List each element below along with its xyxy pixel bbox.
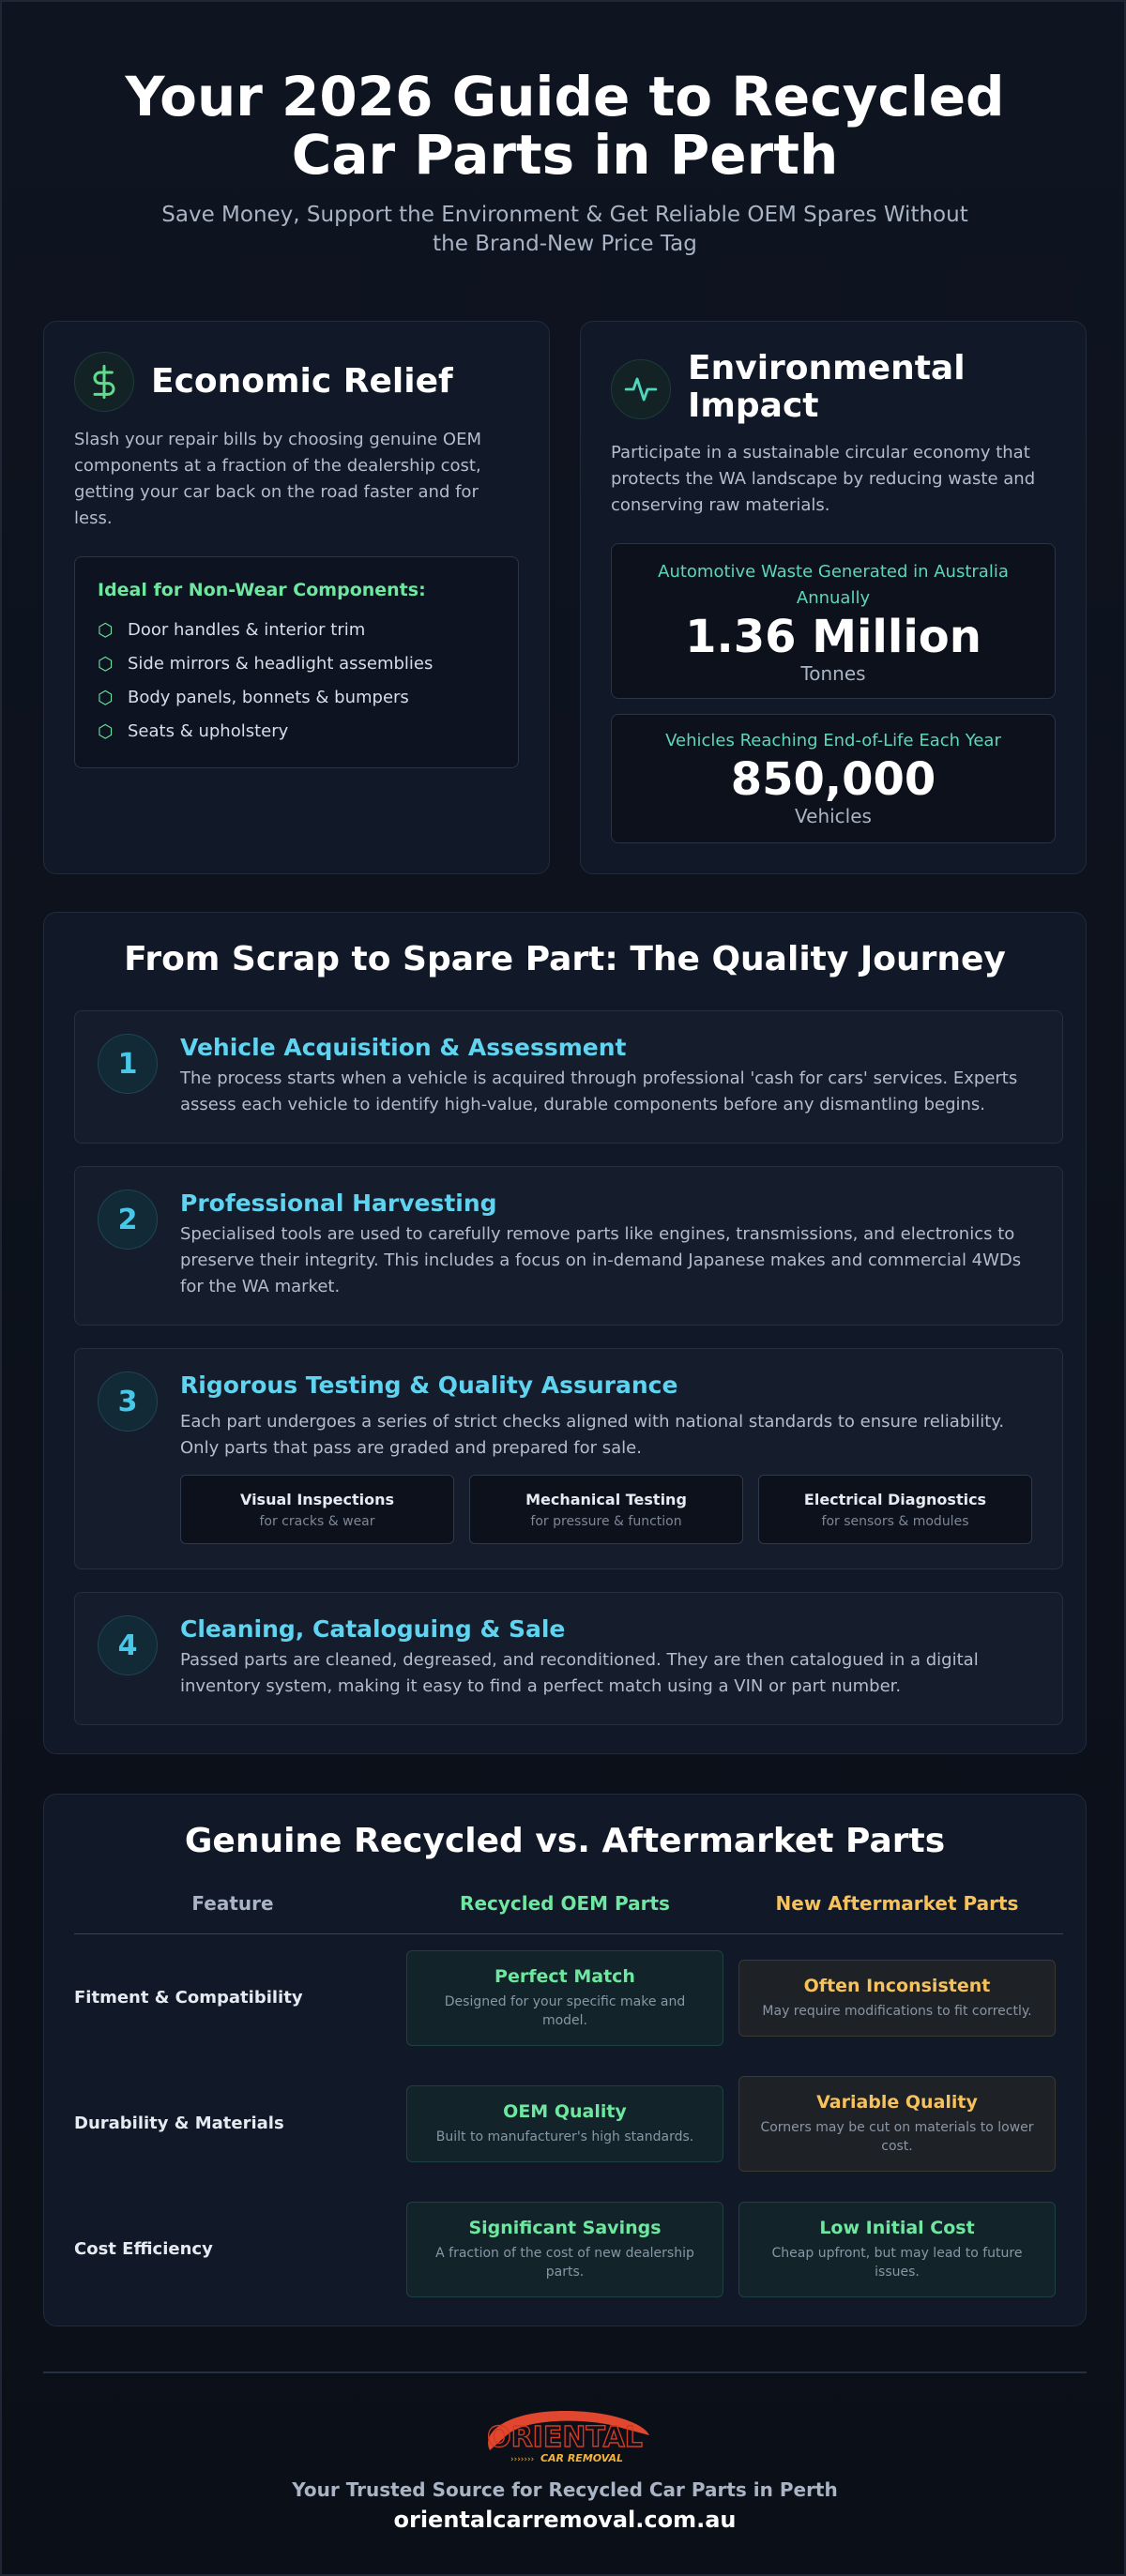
step-title: Rigorous Testing & Quality Assurance — [180, 1371, 678, 1399]
cell-title: OEM Quality — [503, 2101, 627, 2122]
pulse-icon — [611, 359, 671, 419]
page-subtitle: Save Money, Support the Environment & Get Reliable OEM Spares Without the Brand-New Price Tag — [161, 203, 968, 256]
aftermarket-cell — [738, 2076, 1056, 2172]
economic-title: Economic Relief — [151, 362, 453, 401]
hexagon-icon: ⬡ — [98, 654, 114, 674]
aftermarket-cell — [738, 2202, 1056, 2297]
header-feature: Feature — [191, 1892, 274, 1915]
oriental-car-removal-logo — [471, 2403, 659, 2465]
footer-tagline: Your Trusted Source for Recycled Car Parts in Perth — [292, 2478, 838, 2501]
check-subtitle: for cracks & wear — [259, 1514, 375, 1529]
cell-title: Significant Savings — [468, 2218, 662, 2238]
environment-card — [580, 321, 1087, 874]
journey-title: From Scrap to Spare Part: The Quality Journey — [124, 940, 1006, 978]
journey-step-3 — [74, 1348, 1063, 1569]
check-electrical-diagnostics — [758, 1475, 1032, 1544]
header-aftermarket: New Aftermarket Parts — [775, 1892, 1019, 1915]
svg-text:CAR REMOVAL: CAR REMOVAL — [540, 2452, 624, 2464]
footer-website-link[interactable]: orientalcarremoval.com.au — [393, 2507, 737, 2533]
check-title: Electrical Diagnostics — [803, 1491, 987, 1508]
stat-value: 850,000 — [730, 753, 936, 806]
list-item: ⬡ Body panels, bonnets & bumpers — [98, 681, 495, 715]
step-title: Cleaning, Cataloguing & Sale — [180, 1615, 566, 1643]
hexagon-icon: ⬡ — [98, 620, 114, 641]
environment-description: Participate in a sustainable circular economy that protects the WA landscape by reducing waste and conserving raw materials. — [611, 443, 1036, 515]
header-recycled: Recycled OEM Parts — [460, 1892, 670, 1915]
ideal-components-box — [74, 556, 519, 768]
recycled-cell — [406, 2085, 723, 2162]
stat-label: Vehicles Reaching End-of-Life Each Year — [665, 731, 1001, 750]
comparison-title: Genuine Recycled vs. Aftermarket Parts — [184, 1822, 946, 1860]
check-subtitle: for pressure & function — [530, 1514, 682, 1529]
check-subtitle: for sensors & modules — [821, 1514, 969, 1529]
step-body: The process starts when a vehicle is acquired through professional 'cash for cars' services. Experts assess each vehicle to identify high-value, durable components before any dismantling begins. — [180, 1068, 1018, 1114]
footer-divider — [43, 2371, 1087, 2373]
stat-value: 1.36 Million — [685, 611, 981, 663]
step-body: Passed parts are cleaned, degreased, and reconditioned. They are then catalogued in a digital inventory system, making it easy to find a perfect match using a VIN or part number. — [180, 1650, 979, 1696]
stat-unit: Tonnes — [800, 662, 866, 685]
step-title: Professional Harvesting — [180, 1190, 497, 1217]
check-visual-inspections — [180, 1475, 454, 1544]
aftermarket-cell — [738, 1960, 1056, 2037]
cell-title: Often Inconsistent — [803, 1976, 991, 1996]
quality-journey-card — [43, 912, 1087, 1754]
list-item: ⬡ Side mirrors & headlight assemblies — [98, 647, 495, 681]
stat-unit: Vehicles — [795, 805, 872, 827]
cell-title: Low Initial Cost — [819, 2218, 975, 2238]
step-number: 1 — [98, 1034, 158, 1094]
header-divider — [74, 1933, 1063, 1934]
hexagon-icon: ⬡ — [98, 688, 114, 708]
economic-description: Slash your repair bills by choosing genuine OEM components at a fraction of the dealership cost, getting your car back on the road faster and for less. — [74, 430, 482, 528]
page-header — [2, 65, 1126, 259]
step-number: 4 — [98, 1615, 158, 1675]
recycled-cell — [406, 1950, 723, 2046]
recycled-cell — [406, 2202, 723, 2297]
feature-label: Fitment & Compatibility — [74, 1988, 303, 2008]
step-title: Vehicle Acquisition & Assessment — [180, 1034, 627, 1061]
check-title: Mechanical Testing — [525, 1491, 687, 1508]
step-number: 3 — [98, 1371, 158, 1432]
dollar-icon — [74, 352, 134, 412]
feature-label: Durability & Materials — [74, 2114, 284, 2133]
step-body: Specialised tools are used to carefully remove parts like engines, transmissions, and electronics to preserve their integrity. This includes a focus on in-demand Japanese makes and commercial 4WDs for the WA market. — [180, 1224, 1022, 1296]
stat-vehicles — [611, 714, 1056, 843]
feature-label: Cost Efficiency — [74, 2239, 213, 2259]
journey-step-2 — [74, 1166, 1063, 1326]
cell-description: May require modifications to fit correctly. — [762, 2004, 1032, 2019]
cell-title: Perfect Match — [495, 1966, 635, 1987]
cell-description: Designed for your specific make and model. — [444, 1994, 686, 2028]
cell-description: Built to manufacturer's high standards. — [435, 2129, 694, 2144]
ideal-components-list — [98, 614, 495, 749]
step-body: Each part undergoes a series of strict checks aligned with national standards to ensure reliability. Only parts that pass are graded and prepared for sale. — [180, 1412, 1005, 1458]
stat-waste — [611, 543, 1056, 699]
svg-text:›››››››: ››››››› — [510, 2455, 535, 2464]
step-number: 2 — [98, 1190, 158, 1250]
list-item: ⬡ Seats & upholstery — [98, 715, 495, 749]
check-title: Visual Inspections — [239, 1491, 395, 1508]
cell-description: Corners may be cut on materials to lower cost. — [760, 2120, 1034, 2154]
svg-text:ORIENTAL: ORIENTAL — [487, 2421, 643, 2454]
list-item: ⬡ Door handles & interior trim — [98, 614, 495, 647]
journey-step-1 — [74, 1010, 1063, 1144]
journey-step-4 — [74, 1592, 1063, 1725]
economic-card — [43, 321, 550, 874]
page-title: Your 2026 Guide to Recycled Car Parts in Perth — [125, 65, 1005, 187]
cell-description: Cheap upfront, but may lead to future issues. — [771, 2246, 1023, 2280]
hexagon-icon: ⬡ — [98, 721, 114, 742]
stat-label: Automotive Waste Generated in Australia Annually — [658, 562, 1009, 608]
ideal-components-title: Ideal for Non-Wear Components: — [98, 580, 426, 600]
cell-description: A fraction of the cost of new dealership parts. — [435, 2246, 694, 2280]
check-mechanical-testing — [469, 1475, 743, 1544]
cell-title: Variable Quality — [816, 2092, 978, 2113]
environment-title: Environmental Impact — [688, 349, 966, 425]
comparison-card — [43, 1794, 1087, 2326]
